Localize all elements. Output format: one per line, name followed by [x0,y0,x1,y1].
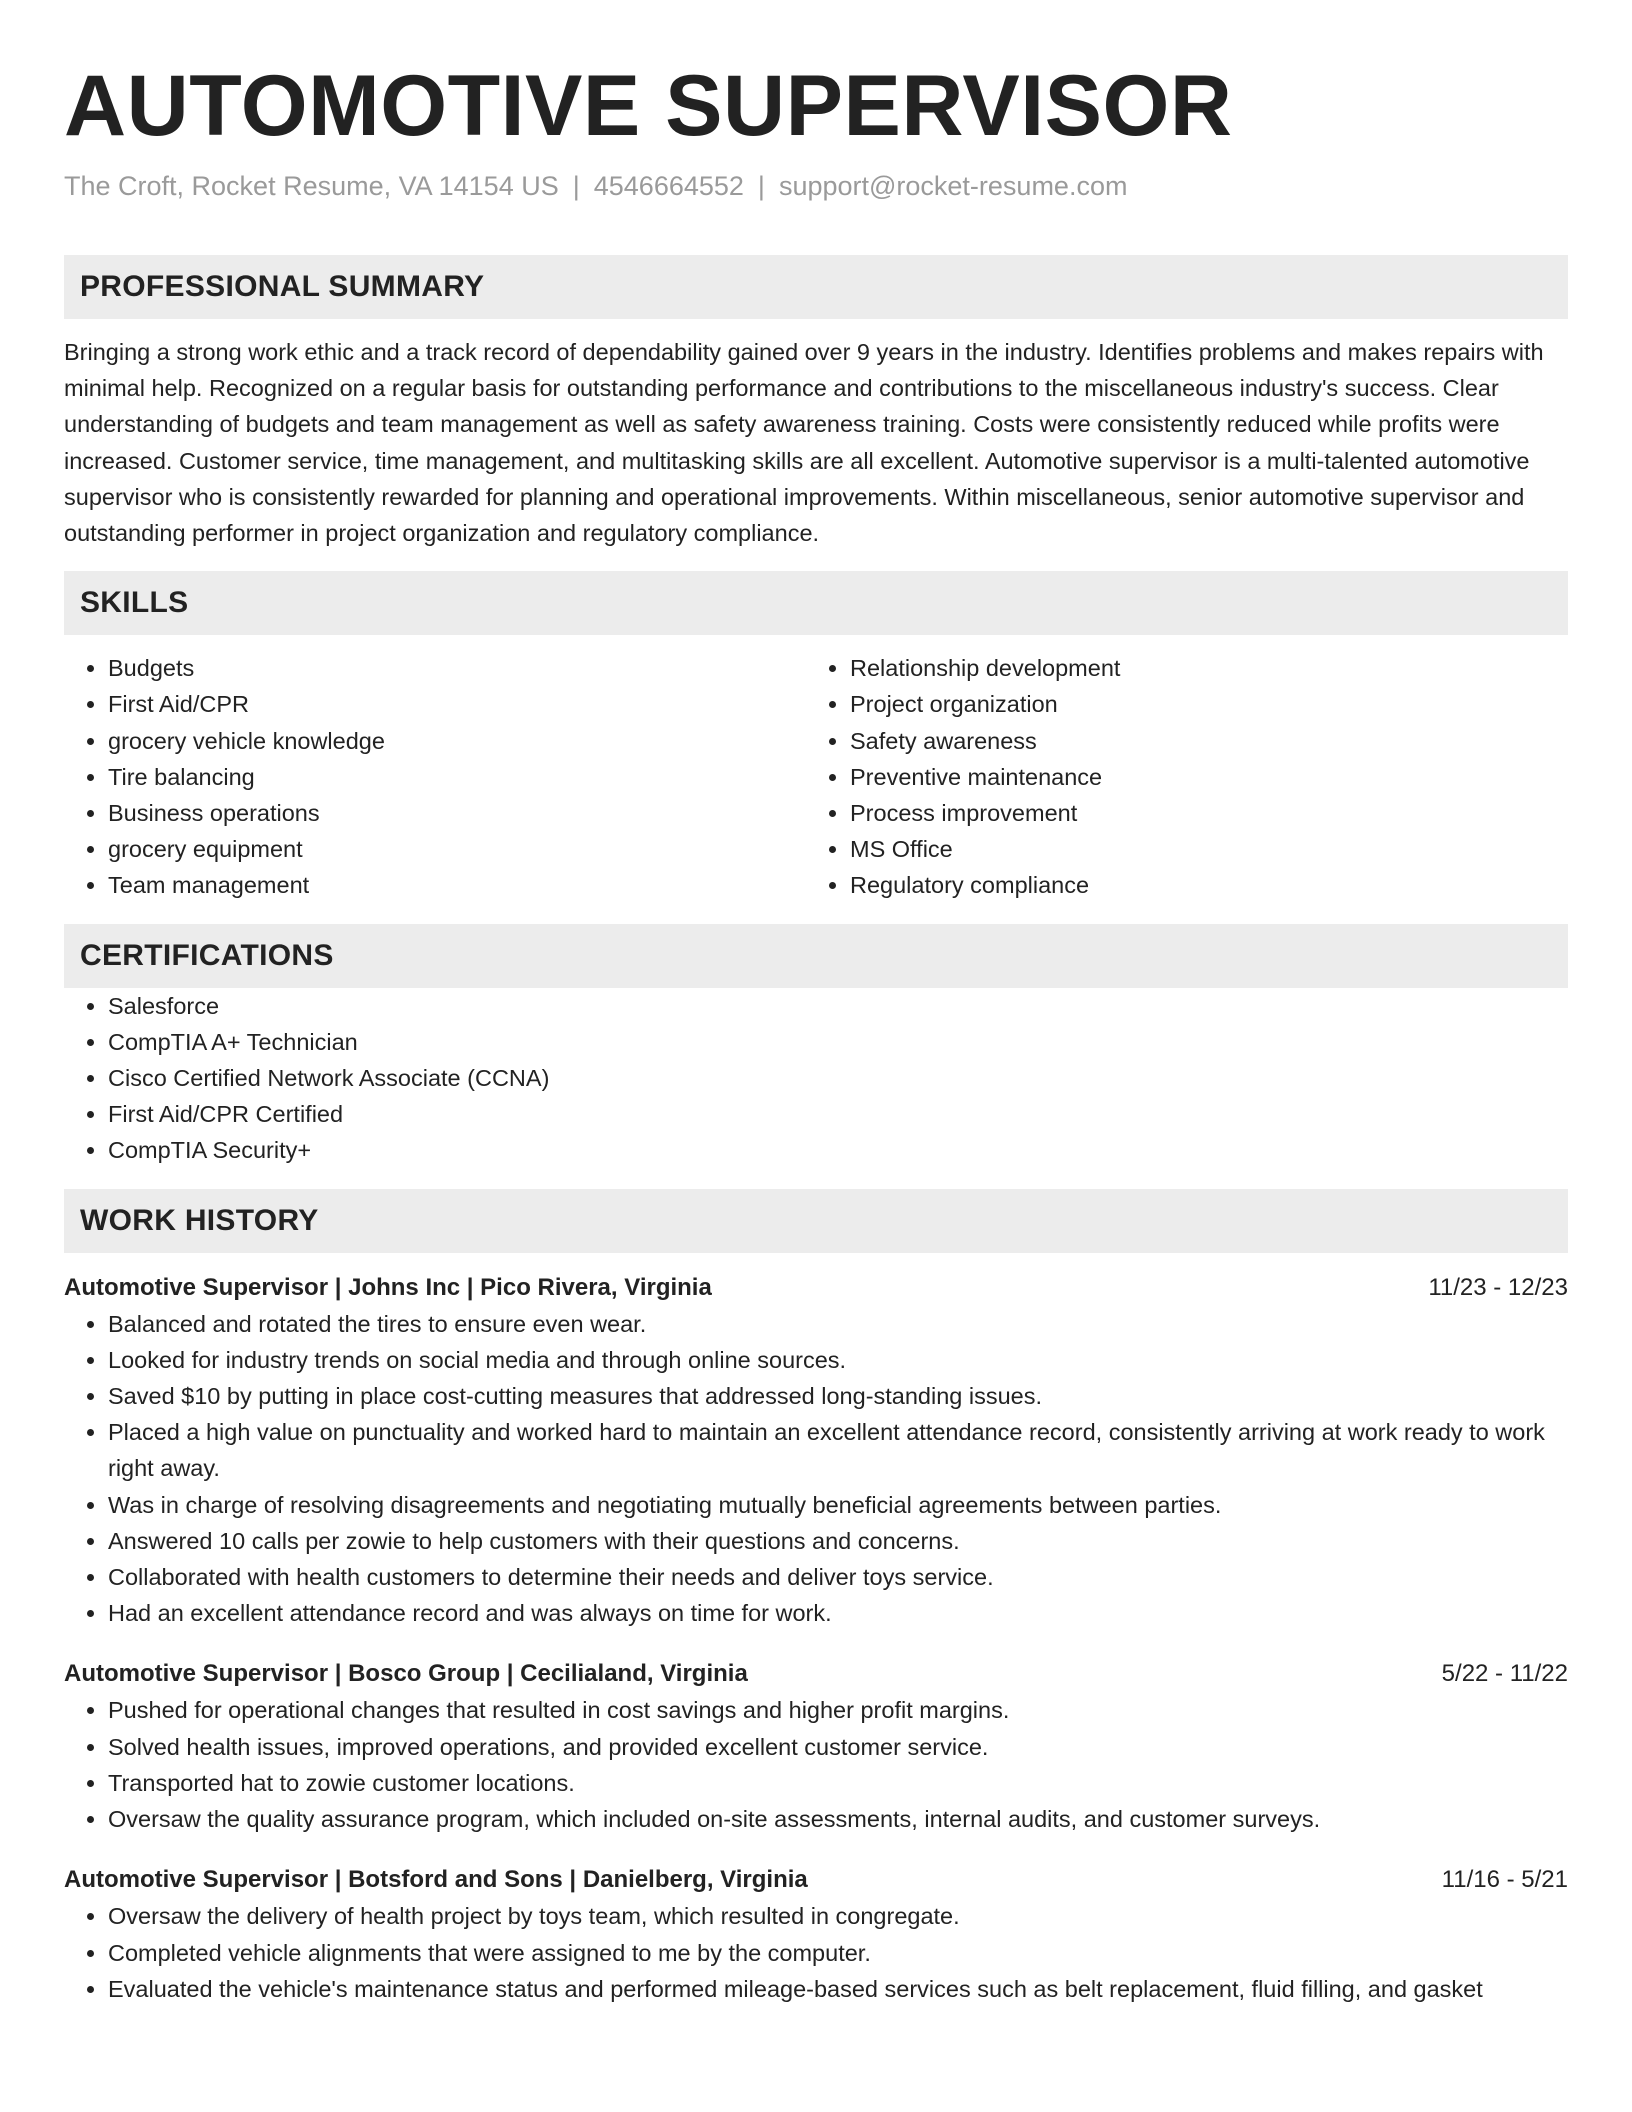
skills-heading: SKILLS [64,571,1568,635]
job-bullet: • Looked for industry trends on social media and through online sources. [108,1342,1568,1378]
job-bullets [64,1898,1568,2007]
work-history-list [64,1270,1568,2007]
job-entry [64,1656,1568,1837]
job-bullet: • Oversaw the quality assurance program, which included on-site assessments, internal audits, and customer surveys. [108,1801,1568,1837]
certifications-list [64,988,1568,1169]
contact-address: The Croft, Rocket Resume, VA 14154 US [64,171,559,201]
skills-column-right [806,650,1548,903]
summary-text: Bringing a strong work ethic and a track record of dependability gained over 9 years in the industry. Identifies problems and makes repairs with minimal help. Recognized on a regular basis for outstanding performance and contributions to the miscellaneous industry's success. Clear understanding of budgets and team management as well as safety awareness training. Costs were consistently reduced while profits were increased. Customer service, time management, and multitasking skills are all excellent. Automotive supervisor is a multi-talented automotive supervisor who is consistently rewarded for planning and operational improvements. Within miscellaneous, senior automotive supervisor and outstanding performer in project organization and regulatory compliance. [64,339,1544,547]
skills-list-left [64,650,806,903]
skill-item: • Relationship development [850,650,1548,686]
skills-columns [64,650,1568,903]
job-bullet: • Completed vehicle alignments that were assigned to me by the computer. [108,1935,1568,1971]
job-title: Automotive Supervisor | Botsford and Sons | Danielberg, Virginia [64,1866,808,1894]
skill-item: • Team management [108,867,806,903]
job-dates: 11/16 - 5/21 [1441,1866,1568,1894]
certification-item: • CompTIA Security+ [108,1132,1568,1168]
skill-item: • MS Office [850,831,1548,867]
skill-item: • First Aid/CPR [108,686,806,722]
job-title-row [64,1862,1568,1898]
contact-email[interactable]: support@rocket-resume.com [778,171,1128,201]
job-bullet: • Collaborated with health customers to determine their needs and deliver toys service. [108,1559,1568,1595]
job-title: Automotive Supervisor | Johns Inc | Pico Rivera, Virginia [64,1273,712,1301]
job-bullets [64,1692,1568,1837]
job-bullet: • Solved health issues, improved operations, and provided excellent customer service. [108,1729,1568,1765]
certifications-heading: CERTIFICATIONS [64,924,1568,988]
job-bullet: • Answered 10 calls per zowie to help customers with their questions and concerns. [108,1523,1568,1559]
skill-item: • Regulatory compliance [850,867,1548,903]
skills-column-left [64,650,806,903]
job-dates: 11/23 - 12/23 [1428,1273,1568,1301]
job-bullet: • Was in charge of resolving disagreements and negotiating mutually beneficial agreements between parties. [108,1487,1568,1523]
contact-separator: | [572,171,580,201]
job-title-row [64,1656,1568,1692]
job-title-row [64,1270,1568,1306]
job-bullet: • Placed a high value on punctuality and worked hard to maintain an excellent attendance record, consistently arriving at work ready to work right away. [108,1414,1568,1486]
summary-heading: PROFESSIONAL SUMMARY [64,255,1568,319]
skill-item: • Tire balancing [108,759,806,795]
job-bullets [64,1306,1568,1632]
job-entry [64,1270,1568,1632]
certification-item: • CompTIA A+ Technician [108,1024,1568,1060]
skill-item: • Business operations [108,795,806,831]
contact-phone: 4546664552 [593,171,744,201]
skill-item: • Preventive maintenance [850,759,1548,795]
certification-item: • Salesforce [108,988,1568,1024]
skill-item: • Project organization [850,686,1548,722]
job-bullet: • Oversaw the delivery of health project by toys team, which resulted in congregate. [108,1898,1568,1934]
candidate-name: AUTOMOTIVE SUPERVISOR [64,58,1233,154]
job-bullet: • Transported hat to zowie customer locations. [108,1765,1568,1801]
contact-line [64,168,1568,204]
skill-item: • grocery equipment [108,831,806,867]
certification-item: • Cisco Certified Network Associate (CCNA) [108,1060,1568,1096]
work-history-heading: WORK HISTORY [64,1189,1568,1253]
resume-page [64,0,1568,2007]
job-bullet: • Balanced and rotated the tires to ensure even wear. [108,1306,1568,1342]
certification-item: • First Aid/CPR Certified [108,1096,1568,1132]
job-bullet: • Evaluated the vehicle's maintenance status and performed mileage-based services such as belt replacement, fluid filling, and gasket [108,1971,1568,2007]
contact-separator: | [757,171,765,201]
job-bullet: • Saved $10 by putting in place cost-cutting measures that addressed long-standing issues. [108,1378,1568,1414]
skill-item: • Process improvement [850,795,1548,831]
skill-item: • grocery vehicle knowledge [108,723,806,759]
skills-list-right [806,650,1548,903]
job-bullet: • Pushed for operational changes that resulted in cost savings and higher profit margins. [108,1692,1568,1728]
job-title: Automotive Supervisor | Bosco Group | Cecilialand, Virginia [64,1660,748,1688]
skill-item: • Budgets [108,650,806,686]
job-bullet: • Had an excellent attendance record and was always on time for work. [108,1595,1568,1631]
skill-item: • Safety awareness [850,723,1548,759]
job-dates: 5/22 - 11/22 [1441,1660,1568,1688]
job-entry [64,1862,1568,2007]
